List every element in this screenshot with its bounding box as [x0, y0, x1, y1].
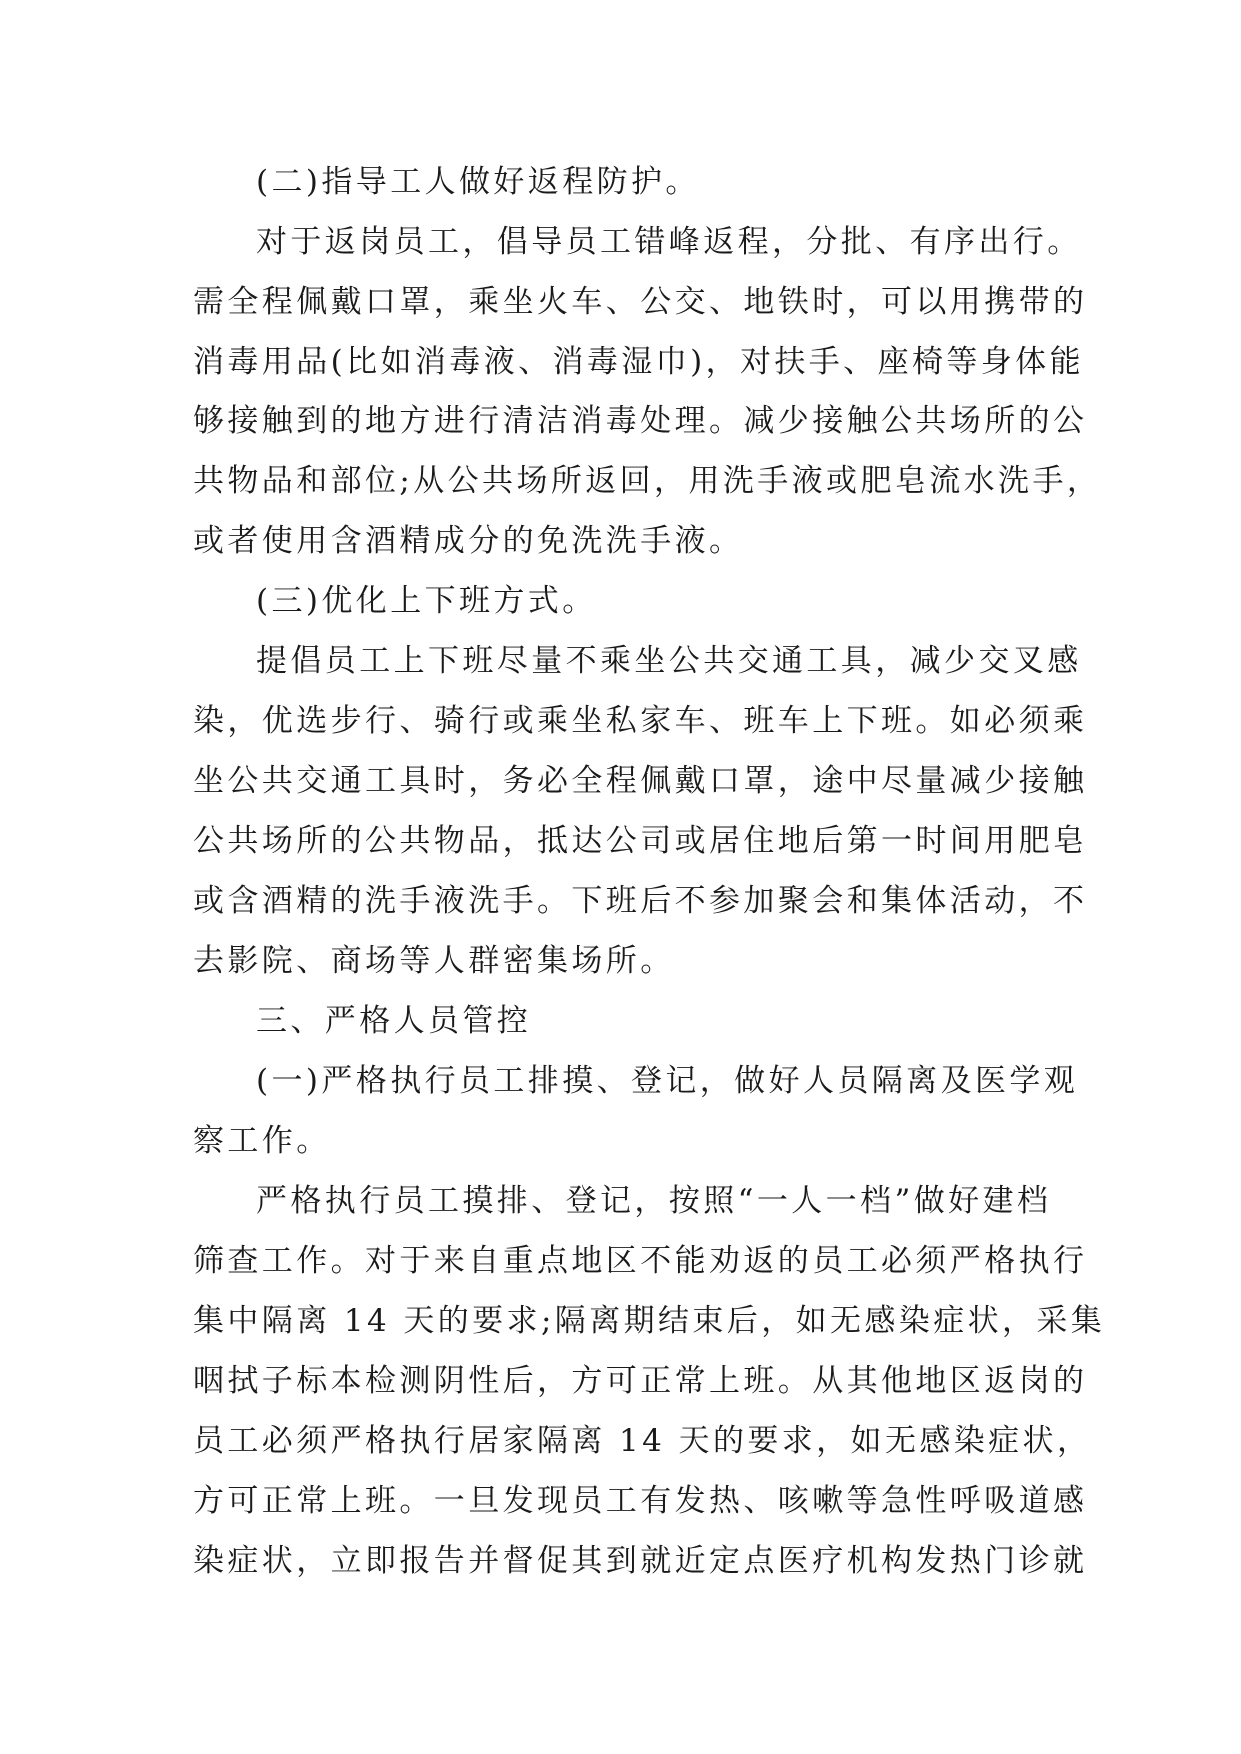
paragraph-line: 需全程佩戴口罩，乘坐火车、公交、地铁时，可以用携带的	[193, 284, 1088, 320]
paragraph-line: 公共场所的公共物品，抵达公司或居住地后第一时间用肥皂	[193, 823, 1088, 859]
paragraph-line: 够接触到的地方进行清洁消毒处理。减少接触公共场所的公	[193, 403, 1088, 439]
paragraph-line: 员工必须严格执行居家隔离 14 天的要求，如无感染症状，	[193, 1423, 1092, 1459]
section-heading-return-protection: (二)指导工人做好返程防护。	[256, 164, 700, 200]
paragraph-line: 染症状，立即报告并督促其到就近定点医疗机构发热门诊就	[193, 1543, 1088, 1579]
paragraph-line: 或含酒精的洗手液洗手。下班后不参加聚会和集体活动，不	[193, 883, 1088, 919]
paragraph-line: 筛查工作。对于来自重点地区不能劝返的员工必须严格执行	[193, 1243, 1088, 1279]
subsection-heading-screening: (一)严格执行员工排摸、登记，做好人员隔离及医学观	[256, 1063, 1079, 1099]
section-heading-commute: (三)优化上下班方式。	[256, 583, 597, 619]
paragraph-line: 消毒用品(比如消毒液、消毒湿巾)，对扶手、座椅等身体能	[193, 344, 1084, 380]
paragraph-line: 提倡员工上下班尽量不乘坐公共交通工具，减少交叉感	[256, 643, 1082, 679]
paragraph-line: 严格执行员工摸排、登记，按照“一人一档”做好建档	[256, 1183, 1052, 1219]
paragraph-line: 方可正常上班。一旦发现员工有发热、咳嗽等急性呼吸道感	[193, 1483, 1088, 1519]
paragraph-line: 去影院、商场等人群密集场所。	[193, 943, 675, 979]
paragraph-line: 共物品和部位;从公共场所返回，用洗手液或肥皂流水洗手，	[193, 463, 1102, 499]
paragraph-line: 坐公共交通工具时，务必全程佩戴口罩，途中尽量减少接触	[193, 763, 1088, 799]
paragraph-line: 或者使用含酒精成分的免洗洗手液。	[193, 523, 744, 559]
subsection-heading-continued: 察工作。	[193, 1123, 331, 1159]
paragraph-line: 咽拭子标本检测阴性后，方可正常上班。从其他地区返岗的	[193, 1363, 1088, 1399]
paragraph-line: 染，优选步行、骑行或乘坐私家车、班车上下班。如必须乘	[193, 703, 1088, 739]
paragraph-line: 集中隔离 14 天的要求;隔离期结束后，如无感染症状，采集	[193, 1303, 1106, 1339]
section-heading-personnel-control: 三、严格人员管控	[256, 1003, 532, 1039]
paragraph-line: 对于返岗员工，倡导员工错峰返程，分批、有序出行。	[256, 224, 1082, 260]
